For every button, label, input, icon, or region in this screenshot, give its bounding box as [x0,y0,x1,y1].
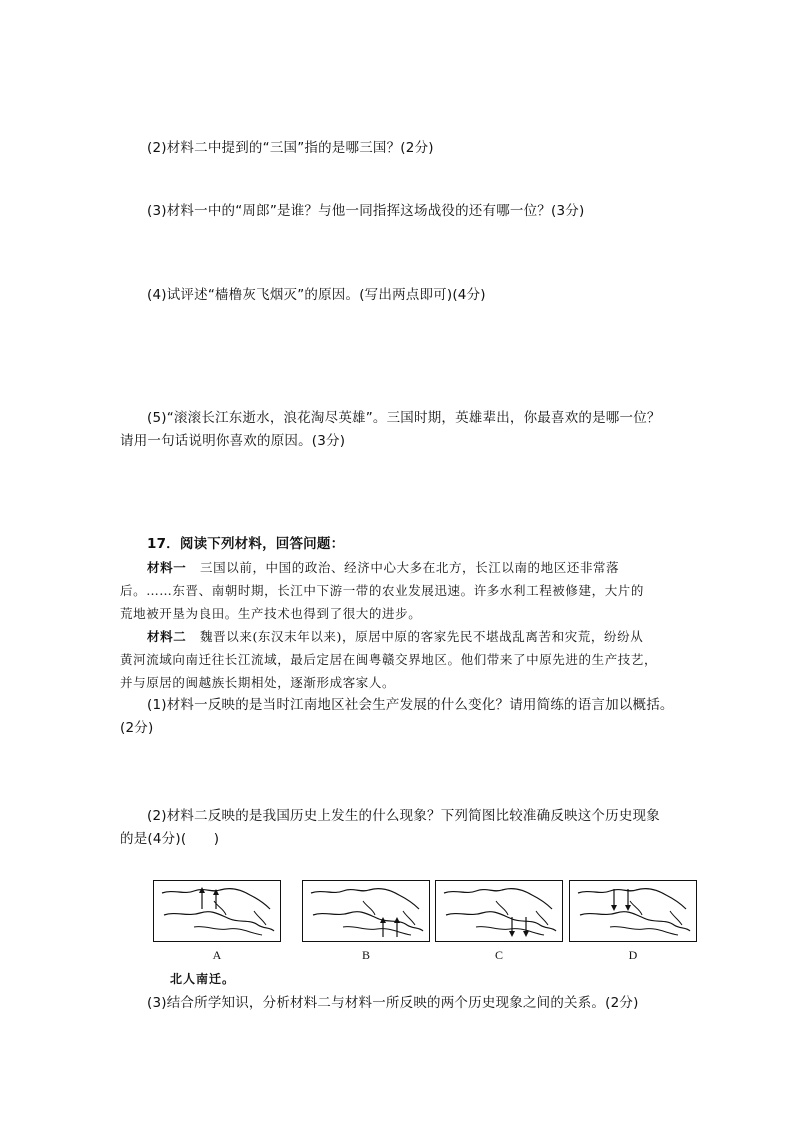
question-17-1-line2: (2分) [120,720,154,736]
question-16-5-line1: (5)“滚滚长江东逝水，浪花淘尽英雄”。三国时期，英雄辈出，你最喜欢的是哪一位？ [147,410,661,426]
question-17-2 [120,805,680,851]
material-one-text1: 三国以前，中国的政治、经济中心大多在北方，长江以南的地区还非常落 [200,560,620,575]
map-a-sketch [154,881,282,943]
map-label-a: A [212,948,222,962]
question-16-2: (2)材料二中提到的“三国”指的是哪三国？(2分) [147,140,434,156]
material-one [120,556,680,625]
map-b-sketch [303,881,431,943]
question-17-1 [120,694,680,740]
material-one-line1 [120,556,680,579]
question-16-4: (4)试评述“樯橹灰飞烟灭”的原因。(写出两点即可)(4分) [147,287,486,303]
map-options [0,870,794,970]
material-one-line3: 荒地被开垦为良田。生产技术也得到了很大的进步。 [120,606,422,621]
material-two-line1 [120,625,680,648]
question-16-5-line2: 请用一句话说明你喜欢的原因。(3分) [120,433,346,449]
material-two-text1: 魏晋以来(东汉末年以来)，原居中原的客家先民不堪战乱离苦和灾荒，纷纷从 [200,629,644,644]
map-option-c[interactable] [435,880,563,942]
question-17-1-line1: (1)材料一反映的是当时江南地区社会生产发展的什么变化？请用简练的语言加以概括。 [147,697,674,713]
map-option-a[interactable] [153,880,281,942]
question-17-2-line2: 的是(4分)( ) [120,831,220,847]
material-one-label: 材料一 [147,560,187,575]
map-label-b: B [361,948,370,962]
question-16-3: (3)材料一中的“周郎”是谁？与他一同指挥这场战役的还有哪一位？(3分) [147,203,585,219]
handwritten-answer: 北人南迁。 [170,972,236,986]
material-two-label: 材料二 [147,629,187,644]
map-c-sketch [436,881,564,943]
material-two [120,625,680,694]
question-16-5 [120,407,680,453]
material-two-line3: 并与原居的闽越族长期相处，逐渐形成客家人。 [120,675,396,690]
map-option-d[interactable] [569,880,697,942]
map-label-c: C [494,948,503,962]
material-one-line2: 后。……东晋、南朝时期，长江中下游一带的农业发展迅速。许多水利工程被修建，大片的 [120,583,645,598]
map-d-sketch [570,881,698,943]
question-17-intro: 17．阅读下列材料，回答问题： [147,536,345,552]
map-label-d: D [628,948,638,962]
question-17-2-line1: (2)材料二反映的是我国历史上发生的什么现象？下列简图比较准确反映这个历史现象 [147,808,660,824]
question-17-3: (3)结合所学知识，分析材料二与材料一所反映的两个历史现象之间的关系。(2分) [147,995,639,1011]
material-two-line2: 黄河流域向南迁往长江流域，最后定居在闽粤赣交界地区。他们带来了中原先进的生产技艺， [120,652,658,667]
map-option-b[interactable] [302,880,430,942]
